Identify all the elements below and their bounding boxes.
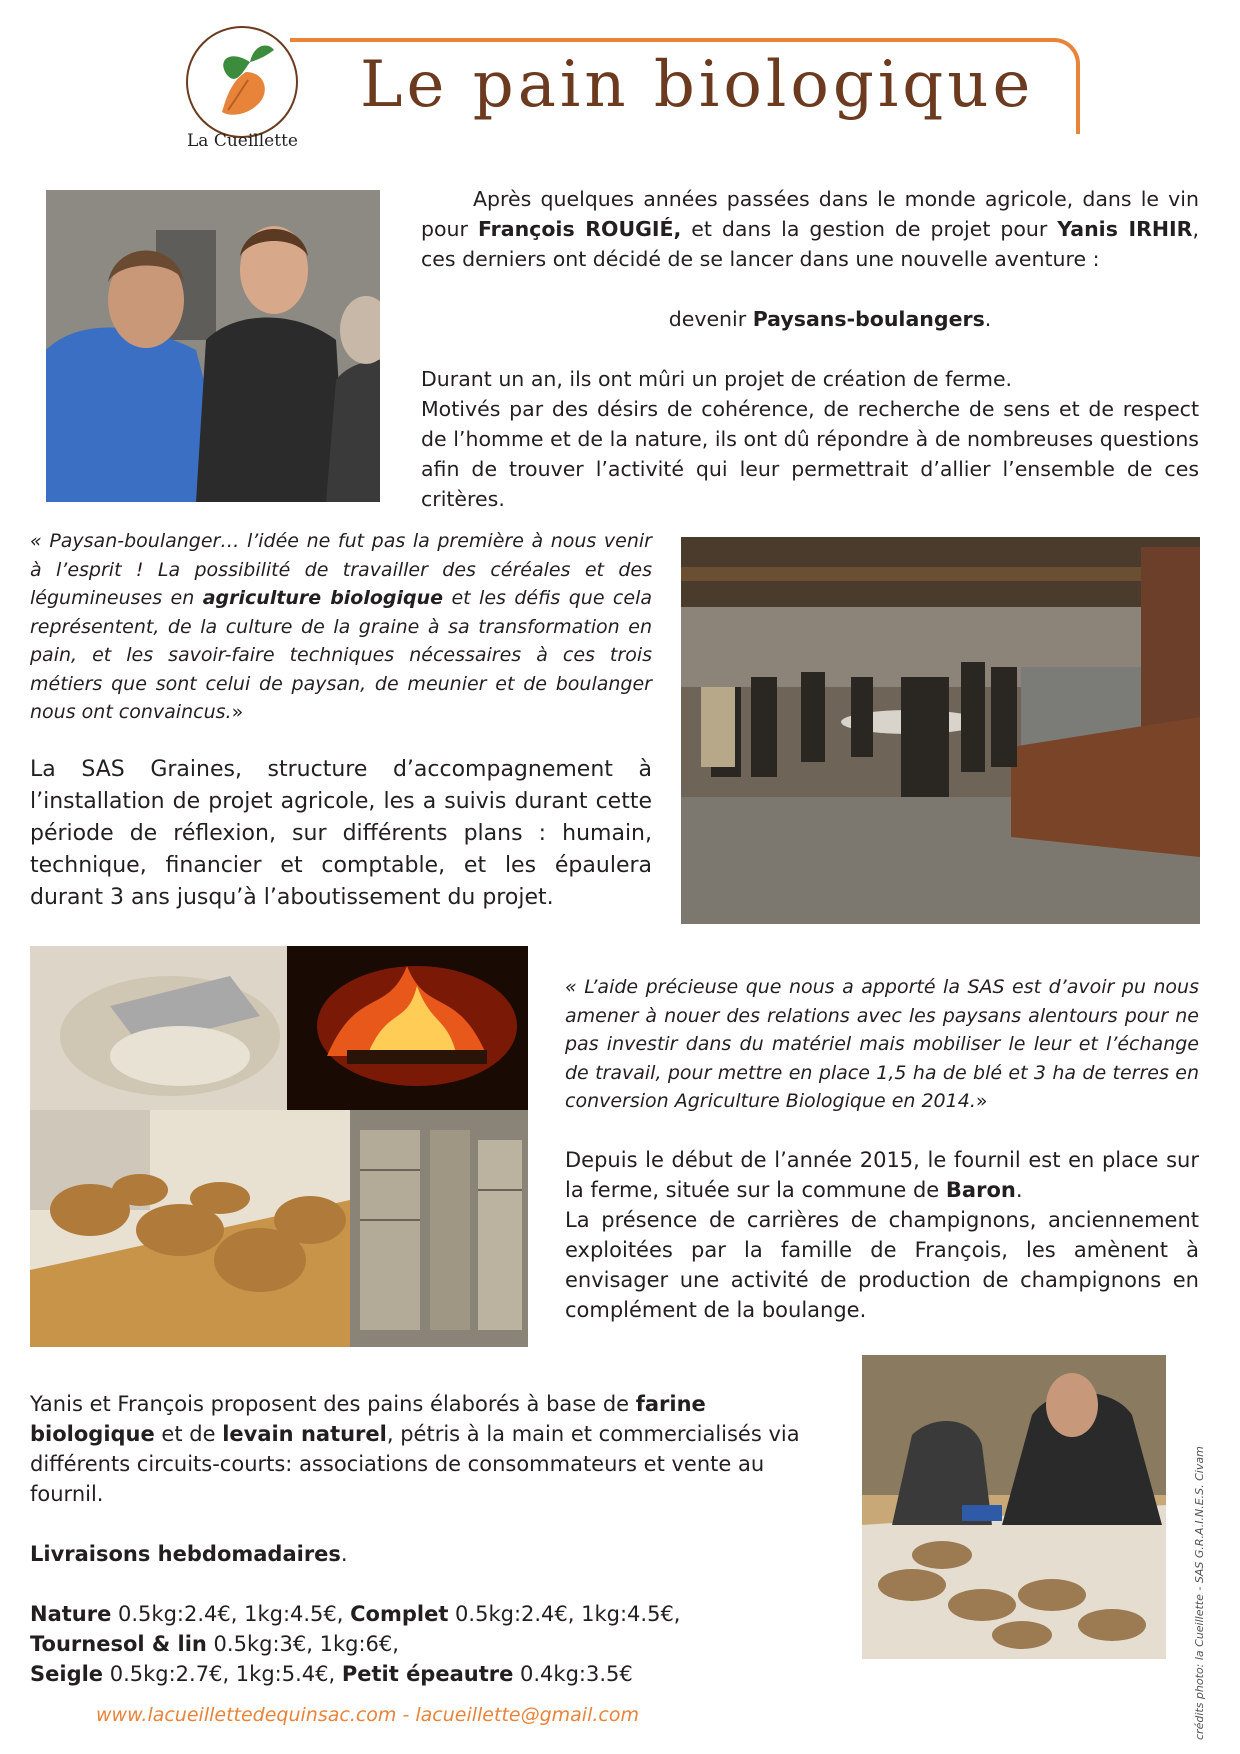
intro-p2-c: . [984,307,992,331]
price-tournesol-label: Tournesol & lin [30,1632,207,1656]
photo-credits: crédits photo: la Cueillette - SAS G.R.A.I.N.E.S. Civam [1193,1446,1206,1740]
offer-levain: levain naturel [222,1422,387,1446]
photo-farmers [46,190,380,502]
price-nature-label: Nature [30,1602,112,1626]
offer-deliveries: Livraisons hebdomadaires [30,1542,341,1566]
quote2-a: « L’aide précieuse que nous a apporté la SAS est d’avoir pu nous amener à nouer des relations avec les paysans alentours pour ne pas investir dans du matériel mais mobiliser le leur et l’échange de travail, pour mettre en place 1,5 ha de blé et 3 ha de terres en conversion Agriculture Biologique en 2014. [565,976,1199,1112]
price-epeautre-label: Petit épeautre [341,1662,514,1686]
intro-name-yanis: Yanis IRHIR [1057,217,1193,241]
fournil-b: . [1015,1178,1023,1202]
quote-2 [565,973,1199,1116]
price-line-2 [30,1629,830,1659]
photo-bread-rack [30,1110,350,1347]
photo-oven-fire [287,946,528,1110]
offer-farine: farine biologique [30,1392,706,1446]
intro-p1-a: Après quelques années passées dans le monde agricole, dans le vin pour [421,187,1199,241]
footer-contact[interactable]: www.lacueillettedequinsac.com - lacueillette@gmail.com [96,1704,639,1726]
intro-name-francois: François ROUGIÉ, [477,217,682,241]
offer-b: et de [154,1422,223,1446]
intro-p1-c: , ces derniers ont décidé de se lancer dans une nouvelle aventure : [421,217,1199,271]
fournil-text [565,1145,1199,1325]
offer-text [30,1389,830,1689]
quote1-end: » [231,701,244,723]
quote1-b: et les défis que cela représentent, de la culture de la graine à sa transformation en pain, et les savoir-faire techniques nécessaires à ces trois métiers que sont celui de paysan, de meunier et de boulanger nous ont convaincus. [30,587,652,723]
photo-bread-table [862,1355,1166,1659]
photo-barn-visit [681,537,1200,924]
price-seigle-label: Seigle [30,1662,104,1686]
fournil-baron: Baron [945,1178,1016,1202]
intro-p3: Durant un an, ils ont mûri un projet de création de ferme. [421,367,1013,391]
fournil-p2: La présence de carrières de champignons, anciennement exploitées par la famille de François, les amènent à envisager une activité de production de champignons en complément de la boulange. [565,1208,1199,1322]
page-title: Le pain biologique [360,48,1035,122]
price-list [30,1599,830,1689]
price-seigle: 0.5kg:2.7€, 1kg:5.4€, [103,1662,342,1686]
quote1-a: « Paysan-boulanger… l’idée ne fut pas la première à nous venir à l’esprit ! La possibilité de travailler des céréales et des légumineuses en [30,530,652,609]
price-line-1 [30,1599,830,1629]
fournil-a: Depuis le début de l’année 2015, le fournil est en place sur la ferme, située sur la commune de [565,1148,1199,1202]
intro-p1-b: et dans la gestion de projet pour [681,217,1058,241]
price-line-3 [30,1659,830,1689]
offer-a: Yanis et François proposent des pains élaborés à base de [30,1392,636,1416]
logo-emblem [186,26,298,138]
price-nature: 0.5kg:2.4€, 1kg:4.5€, [111,1602,351,1626]
carrot-leaf-icon [188,28,296,136]
quote1-bold: agriculture biologique [202,587,444,609]
price-tournesol: 0.5kg:3€, 1kg:6€, [206,1632,399,1656]
intro-paysans-boulangers: Paysans-boulangers [752,307,985,331]
price-complet-label: Complet [350,1602,449,1626]
quote-1 [30,527,652,727]
logo-text: La Cueillette [187,131,298,151]
intro-p4: Motivés par des désirs de cohérence, de recherche de sens et de respect de l’homme et de la nature, ils ont dû répondre à de nombreuses questions afin de trouver l’activité qui leur permettrait d’allier l’ensemble de ces critères. [421,397,1199,511]
intro-p2-a: devenir [668,307,753,331]
photo-linen-cloths [350,1110,528,1347]
intro-text [421,184,1199,514]
photo-flour [30,946,287,1110]
offer-deliveries-dot: . [340,1542,348,1566]
sas-text: La SAS Graines, structure d’accompagnement à l’installation de projet agricole, les a suivis durant cette période de réflexion, sur différents plans : humain, technique, financier et comptable, et les épaulera durant 3 ans jusqu’à l’aboutissement du projet. [30,757,652,910]
price-epeautre: 0.4kg:3.5€ [513,1662,633,1686]
quote2-end: » [975,1090,988,1112]
price-complet: 0.5kg:2.4€, 1kg:4.5€, [448,1602,681,1626]
offer-c: , pétris à la main et commercialisés via différents circuits-courts: associations de consommateurs et vente au fournil. [30,1422,800,1506]
